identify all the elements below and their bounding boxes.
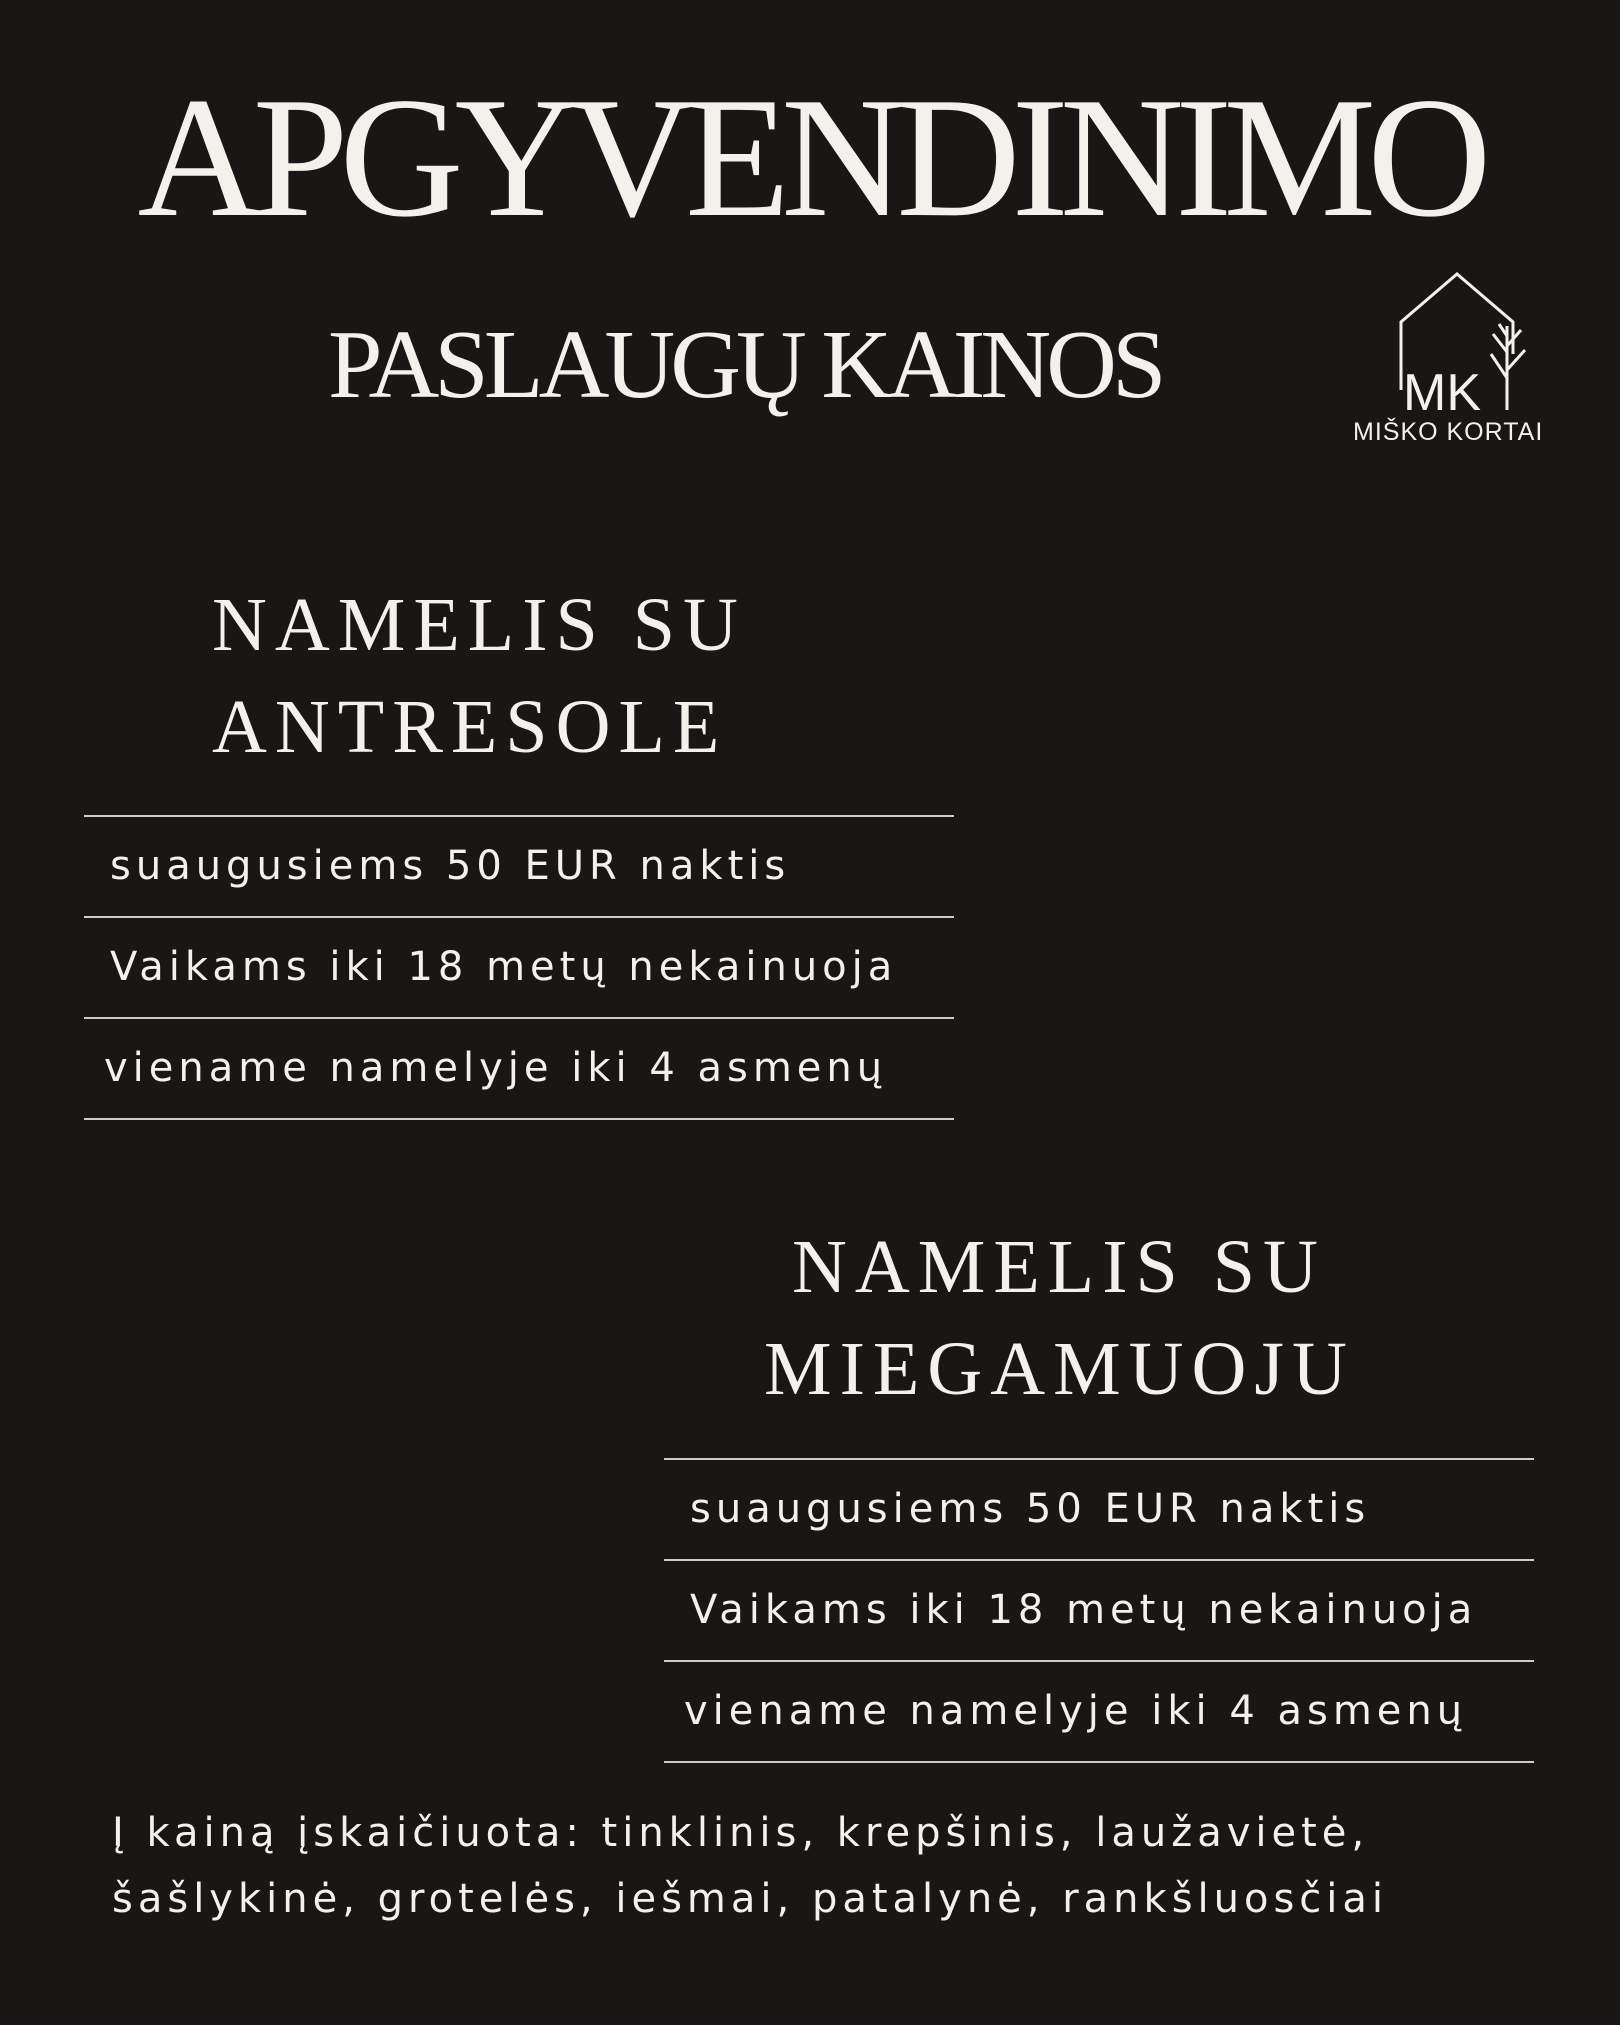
price-row-children: Vaikams iki 18 metų nekainuoja (690, 1587, 1478, 1633)
included-amenities-note: Į kainą įskaičiuota: tinklinis, krepšinis, laužavietė, šašlykinė, grotelės, iešmai, patalynė, rankšluosčiai (112, 1810, 1389, 1922)
price-list-antresole (84, 815, 954, 1120)
brand-logo (1345, 262, 1585, 462)
list-item (664, 1559, 1534, 1660)
list-item (84, 916, 954, 1017)
price-list-miegamuoju (664, 1458, 1534, 1763)
list-item (664, 1660, 1534, 1763)
section-heading-miegamuoju (764, 1216, 1355, 1420)
page-title: APGYVENDINIMO (137, 63, 1483, 253)
section-heading-line2: MIEGAMUOJU (764, 1327, 1355, 1411)
logo-monogram: MK (1403, 364, 1481, 420)
section-heading-line1: NAMELIS SU (792, 1225, 1326, 1309)
house-tree-icon (1395, 270, 1555, 420)
list-item (84, 1017, 954, 1120)
list-item (84, 815, 954, 916)
price-row-adults: suaugusiems 50 EUR naktis (690, 1486, 1371, 1532)
logo-text: MIŠKO KORTAI (1353, 418, 1544, 446)
price-row-capacity: viename namelyje iki 4 asmenų (104, 1045, 888, 1091)
price-row-capacity: viename namelyje iki 4 asmenų (684, 1688, 1468, 1734)
page-subtitle: PASLAUGŲ KAINOS (328, 311, 1162, 419)
section-heading-line1: NAMELIS SU (212, 583, 746, 667)
price-row-adults: suaugusiems 50 EUR naktis (110, 843, 791, 889)
list-item (664, 1458, 1534, 1559)
section-heading-line2: ANTRESOLE (212, 685, 728, 769)
section-heading-antresole (212, 574, 746, 778)
price-row-children: Vaikams iki 18 metų nekainuoja (110, 944, 898, 990)
